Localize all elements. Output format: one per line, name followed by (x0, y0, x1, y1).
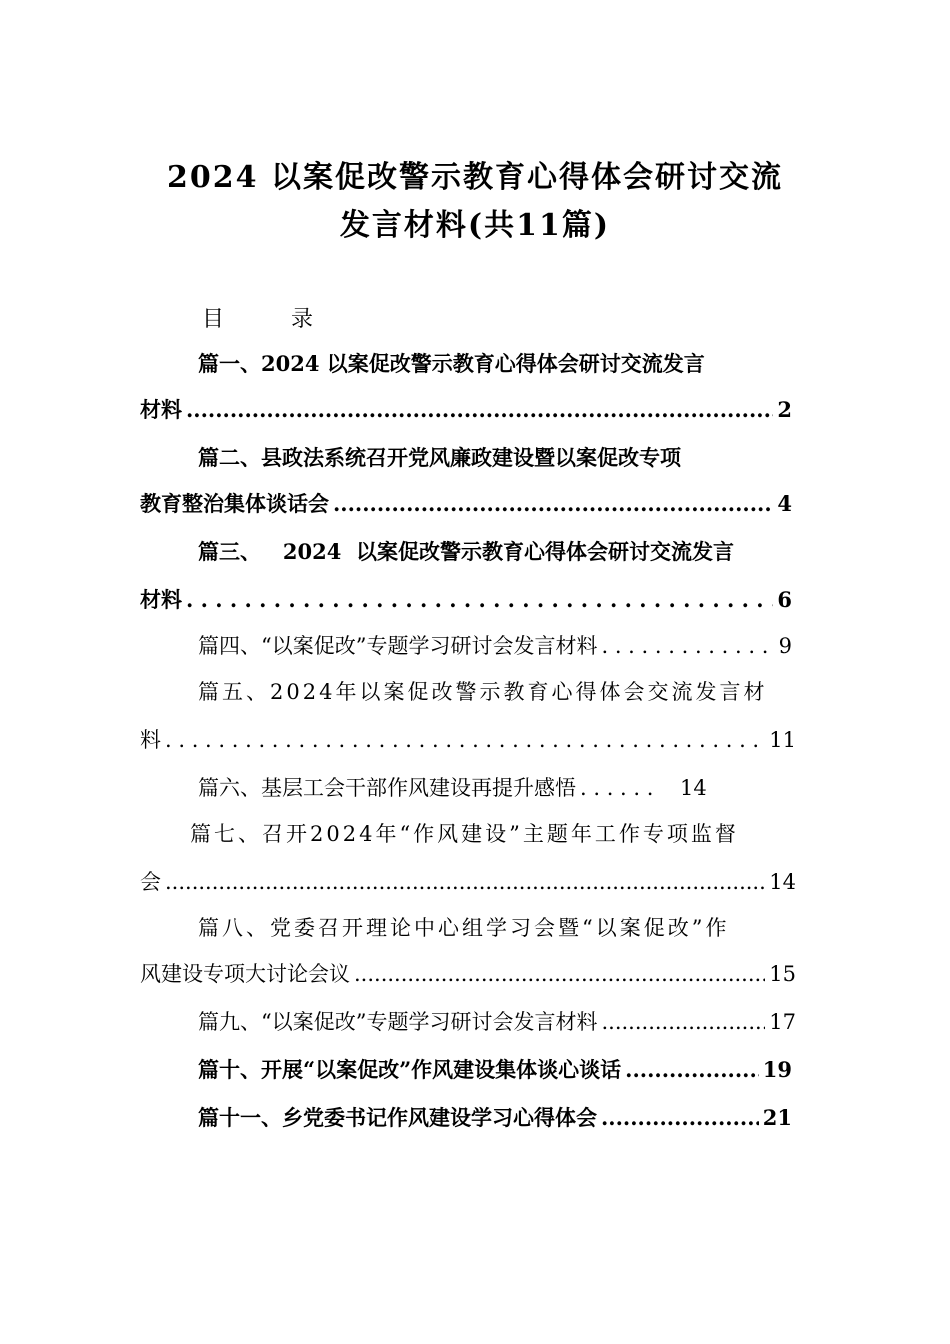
toc-entry-9-line-1: 篇九、“以案促改”专题学习研讨会发言材料 (198, 1010, 598, 1034)
dot-leader (601, 630, 774, 662)
toc-entry-10-page: 19 (762, 1057, 792, 1082)
dot-leader (333, 488, 773, 520)
toc-entry-5-line-1: 篇五、2024年以案促改警示教育心得体会交流发言材 (198, 680, 768, 704)
toc-entry-9-page: 17 (769, 1010, 796, 1034)
dot-leader (625, 1054, 759, 1086)
toc-entry-2[interactable] (140, 488, 792, 520)
toc-entry-6[interactable] (198, 772, 794, 804)
toc-entry-3-line-1: 篇三、 2024 以案促改警示教育心得体会研讨交流发言 (198, 539, 735, 564)
dot-leader (165, 866, 765, 898)
toc-entry-11-line-1: 篇十一、乡党委书记作风建设学习心得体会 (198, 1105, 597, 1130)
toc-entry-10-line-1: 篇十、开展“以案促改”作风建设集体谈心谈话 (198, 1057, 622, 1082)
toc-entry-8-line-1: 篇八、党委召开理论中心组学习会暨“以案促改”作 (198, 916, 730, 940)
toc-entry-8[interactable] (140, 958, 796, 990)
toc-entry-3[interactable] (140, 584, 792, 616)
toc-heading: 目 录 (202, 307, 343, 332)
toc-entry-2-line-1: 篇二、县政法系统召开党风廉政建设暨以案促改专项 (198, 445, 681, 470)
toc-entry-10[interactable] (198, 1054, 792, 1086)
toc-entry-5-line-2: 料 (140, 728, 161, 752)
toc-entry-4-line-1: 篇四、“以案促改”专题学习研讨会发言材料 (198, 634, 598, 658)
toc-entry-5[interactable] (140, 724, 796, 756)
toc-entry-4[interactable] (198, 630, 792, 662)
toc-entry-7-line-1: 篇七、召开2024年“作风建设”主题年工作专项监督 (190, 822, 739, 846)
dot-leader (601, 1006, 765, 1038)
toc-entry-1-page: 2 (777, 397, 792, 422)
dot-leader (165, 724, 765, 756)
toc-entry-6-line-1: 篇六、基层工会干部作风建设再提升感悟 (198, 776, 576, 800)
dot-leader (354, 958, 765, 990)
dot-leader (580, 772, 660, 804)
toc-entry-7-page: 14 (769, 870, 796, 894)
toc-entry-6-page: 14 (680, 776, 707, 800)
toc-entry-1-line-1: 篇一、2024 以案促改警示教育心得体会研讨交流发言 (198, 351, 705, 376)
toc-entry-2-page: 4 (777, 491, 792, 516)
toc-entry-7[interactable] (140, 866, 796, 898)
document-title-line-1: 2024 以案促改警示教育心得体会研讨交流 (167, 160, 783, 195)
document-title-line-2: 发言材料(共11篇) (339, 208, 611, 243)
toc-entry-4-page: 9 (778, 634, 792, 658)
toc-entry-1-line-2: 材料 (140, 397, 182, 422)
toc-entry-7-line-2: 会 (140, 870, 161, 894)
toc-entry-11-page: 21 (762, 1105, 792, 1130)
toc-entry-1[interactable] (140, 394, 792, 426)
toc-entry-8-page: 15 (769, 962, 796, 986)
dot-leader (186, 394, 773, 426)
toc-entry-3-line-2: 材料 (140, 587, 182, 612)
toc-entry-11[interactable] (198, 1102, 792, 1134)
toc-entry-5-page: 11 (769, 728, 796, 752)
toc-entry-2-line-2: 教育整治集体谈话会 (140, 491, 329, 516)
toc-entry-9[interactable] (198, 1006, 796, 1038)
dot-leader (186, 584, 773, 616)
dot-leader (601, 1102, 759, 1134)
toc-entry-8-line-2: 风建设专项大讨论会议 (140, 962, 350, 986)
toc-entry-3-page: 6 (777, 587, 792, 612)
